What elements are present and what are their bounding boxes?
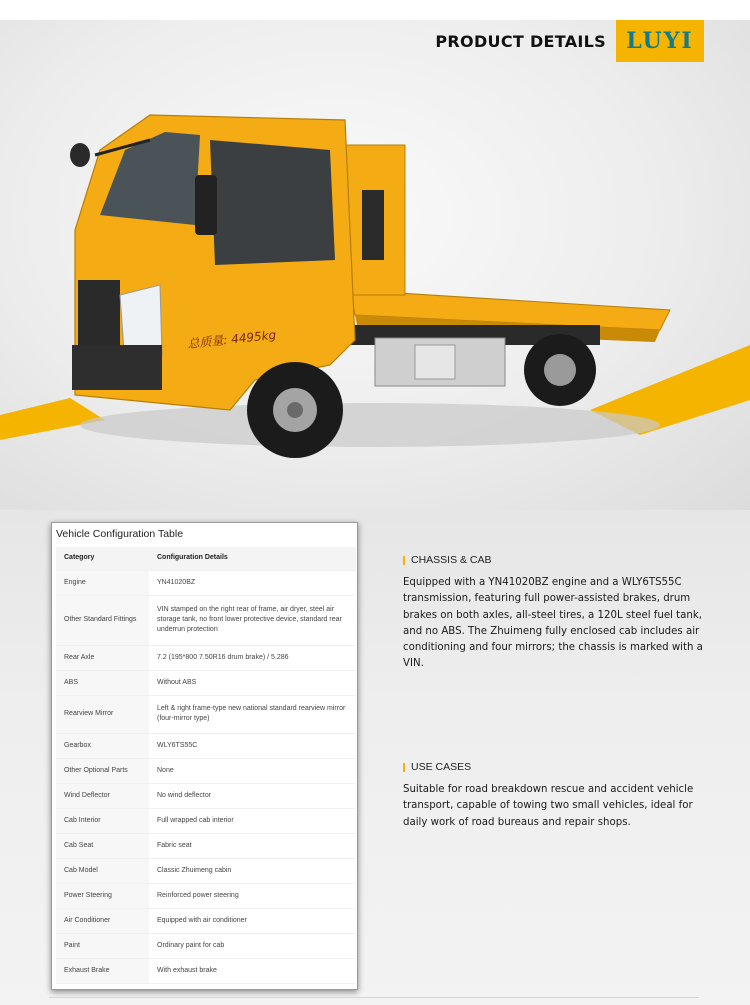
chassis-section: [403, 553, 713, 673]
use-cases-section: [403, 760, 713, 831]
chassis-title: CHASSIS & CAB: [411, 554, 492, 566]
table-row: [56, 908, 356, 933]
table-row: [56, 595, 356, 645]
row-detail: Full wrapped cab interior: [149, 808, 356, 833]
row-category: Cab Seat: [56, 833, 149, 858]
column-header: Configuration Details: [149, 547, 356, 570]
row-category: Engine: [56, 570, 149, 595]
table-row: [56, 670, 356, 695]
row-category: Rear Axle: [56, 645, 149, 670]
table-row: [56, 933, 356, 958]
config-table-card: [51, 522, 358, 990]
hero-section: [0, 20, 750, 510]
row-detail: No wind deflector: [149, 783, 356, 808]
row-category: Cab Interior: [56, 808, 149, 833]
side-window: [210, 140, 335, 265]
table-row: [56, 833, 356, 858]
table-row: [56, 758, 356, 783]
brand-header: [435, 20, 704, 62]
door-text: 总质量: 4495kg: [186, 327, 277, 351]
row-detail: Left & right frame-type new national standard rearview mirror (four-mirror type): [149, 695, 356, 733]
yellow-stripe-left: [0, 398, 105, 440]
bumper: [72, 345, 162, 390]
row-category: Wind Deflector: [56, 783, 149, 808]
table-row: [56, 808, 356, 833]
use-cases-heading: [403, 760, 713, 774]
ground-shadow: [80, 403, 660, 447]
row-detail: 7.2 (195*800 7.50R16 drum brake) / 5.286: [149, 645, 356, 670]
row-detail: Ordinary paint for cab: [149, 933, 356, 958]
details-section: [0, 510, 750, 1005]
table-row: [56, 695, 356, 733]
table-row: [56, 570, 356, 595]
row-detail: YN41020BZ: [149, 570, 356, 595]
accent-bar: [403, 763, 405, 772]
row-category: Gearbox: [56, 733, 149, 758]
table-row: [56, 883, 356, 908]
row-detail: None: [149, 758, 356, 783]
table-row: [56, 858, 356, 883]
row-detail: Equipped with air conditioner: [149, 908, 356, 933]
chassis-body: Equipped with a YN41020BZ engine and a WLY6TS55C transmission, featuring full power-assisted brakes, drum brakes on both axles, all-steel tires, a 120L steel fuel tank, and no ABS. The Zhuimeng fully enclosed cab includes air conditioning and four mirrors; the chassis is marked with a VIN.: [403, 577, 703, 670]
page-title: PRODUCT DETAILS: [435, 31, 606, 51]
logo-text: LUYI: [626, 28, 694, 54]
config-table: [56, 547, 356, 984]
row-category: Other Standard Fittings: [56, 595, 149, 645]
row-detail: Fabric seat: [149, 833, 356, 858]
table-row: [56, 958, 356, 983]
table-row: [56, 783, 356, 808]
grille: [78, 280, 120, 345]
row-detail: VIN stamped on the right rear of frame, air dryer, steel air storage tank, no front lower protective device, standard rear underrun protection: [149, 595, 356, 645]
use-cases-body: Suitable for road breakdown rescue and accident vehicle transport, capable of towing two small vehicles, ideal for daily work of road bureaus and repair shops.: [403, 784, 694, 828]
row-category: Rearview Mirror: [56, 695, 149, 733]
row-detail: Without ABS: [149, 670, 356, 695]
row-category: Paint: [56, 933, 149, 958]
row-category: Power Steering: [56, 883, 149, 908]
table-row: [56, 645, 356, 670]
row-category: Other Optional Parts: [56, 758, 149, 783]
column-header: Category: [56, 547, 149, 570]
bottom-divider: [49, 997, 699, 998]
row-category: Air Conditioner: [56, 908, 149, 933]
table-row: [56, 733, 356, 758]
config-table-title: Vehicle Configuration Table: [56, 528, 184, 540]
row-category: Exhaust Brake: [56, 958, 149, 983]
brand-logo: [616, 20, 704, 62]
row-category: Cab Model: [56, 858, 149, 883]
row-detail: WLY6TS55C: [149, 733, 356, 758]
row-detail: Reinforced power steering: [149, 883, 356, 908]
row-category: ABS: [56, 670, 149, 695]
chassis-heading: [403, 553, 713, 567]
use-cases-title: USE CASES: [411, 761, 472, 773]
row-detail: With exhaust brake: [149, 958, 356, 983]
row-detail: Classic Zhuimeng cabin: [149, 858, 356, 883]
mirror-icon: [70, 143, 90, 167]
tow-truck-image: [0, 80, 750, 510]
table-header-row: [56, 547, 356, 570]
accent-bar: [403, 556, 405, 565]
